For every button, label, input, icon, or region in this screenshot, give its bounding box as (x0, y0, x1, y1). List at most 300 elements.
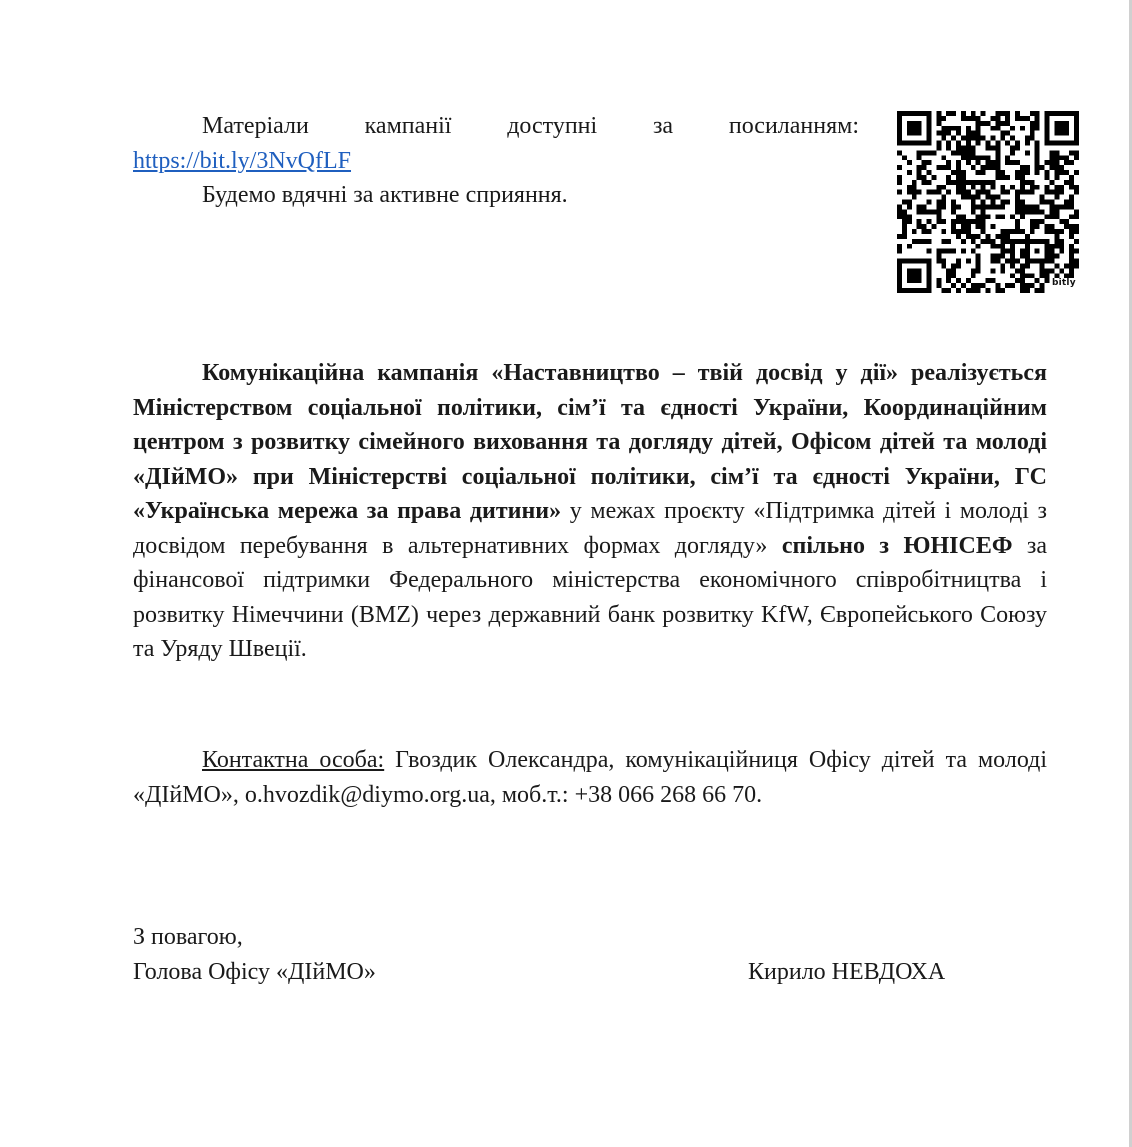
qr-module (897, 111, 902, 116)
qr-module (961, 229, 966, 234)
qr-module (897, 165, 902, 170)
qr-module (951, 283, 956, 288)
qr-module (986, 204, 991, 209)
qr-module (902, 229, 907, 234)
qr-module (1049, 141, 1054, 146)
qr-module (1054, 190, 1059, 195)
qr-module (986, 121, 991, 126)
qr-module (1035, 219, 1040, 224)
qr-module (1059, 239, 1064, 244)
qr-module (1045, 214, 1050, 219)
qr-module (995, 234, 1000, 239)
qr-module (1000, 234, 1005, 239)
qr-module (1054, 244, 1059, 249)
qr-module (951, 150, 956, 155)
qr-module (946, 111, 951, 116)
qr-module (1040, 268, 1045, 273)
qr-module (1030, 204, 1035, 209)
qr-module (1025, 288, 1030, 293)
qr-module (1049, 209, 1054, 214)
qr-module (1074, 131, 1079, 136)
qr-module (931, 224, 936, 229)
qr-module (912, 288, 917, 293)
qr-module (1054, 170, 1059, 175)
qr-module (946, 249, 951, 254)
qr-module (1069, 180, 1074, 185)
qr-module (956, 170, 961, 175)
qr-module (976, 121, 981, 126)
qr-module (961, 180, 966, 185)
qr-module (966, 229, 971, 234)
qr-module (971, 111, 976, 116)
qr-module (966, 116, 971, 121)
qr-module (1069, 195, 1074, 200)
qr-module (917, 278, 922, 283)
qr-module (1020, 278, 1025, 283)
qr-module (922, 160, 927, 165)
qr-module (971, 155, 976, 160)
qr-module (966, 180, 971, 185)
qr-module (1035, 150, 1040, 155)
qr-module (1045, 170, 1050, 175)
qr-module (1059, 204, 1064, 209)
qr-module (961, 185, 966, 190)
qr-module (897, 214, 902, 219)
qr-module (946, 141, 951, 146)
qr-module (1020, 273, 1025, 278)
qr-module (1015, 224, 1020, 229)
qr-module (927, 136, 932, 141)
qr-module (902, 155, 907, 160)
qr-module (897, 244, 902, 249)
qr-module (936, 190, 941, 195)
qr-module (971, 209, 976, 214)
qr-module (1074, 126, 1079, 131)
qr-module (976, 180, 981, 185)
qr-module (990, 180, 995, 185)
qr-module (927, 131, 932, 136)
qr-module (990, 200, 995, 205)
qr-module (917, 155, 922, 160)
qr-module (1040, 219, 1045, 224)
qr-module (990, 224, 995, 229)
qr-module (1054, 234, 1059, 239)
qr-module (981, 283, 986, 288)
qr-module (1035, 141, 1040, 146)
qr-module (1010, 229, 1015, 234)
qr-module (956, 141, 961, 146)
qr-module (907, 160, 912, 165)
qr-module (1040, 165, 1045, 170)
qr-module (956, 278, 961, 283)
qr-module (1015, 111, 1020, 116)
qr-module (981, 224, 986, 229)
qr-module (951, 200, 956, 205)
qr-module (1020, 165, 1025, 170)
qr-module (1074, 190, 1079, 195)
qr-module (897, 150, 902, 155)
qr-module (976, 234, 981, 239)
qr-module (936, 204, 941, 209)
qr-brand-label: bitly (1052, 278, 1076, 288)
qr-module (1049, 259, 1054, 264)
qr-module (1000, 254, 1005, 259)
qr-module (936, 165, 941, 170)
qr-module (917, 190, 922, 195)
qr-module (1030, 131, 1035, 136)
qr-module (1069, 160, 1074, 165)
qr-module (986, 155, 991, 160)
qr-module (1025, 209, 1030, 214)
qr-module (976, 219, 981, 224)
qr-module (956, 219, 961, 224)
qr-module (897, 288, 902, 293)
qr-module (966, 224, 971, 229)
qr-module (907, 141, 912, 146)
qr-module (1045, 200, 1050, 205)
qr-module (922, 259, 927, 264)
qr-module (922, 204, 927, 209)
qr-module (1010, 214, 1015, 219)
qr-module (1020, 229, 1025, 234)
qr-module (1054, 155, 1059, 160)
qr-module (981, 229, 986, 234)
regards-text: З повагою, (133, 924, 243, 950)
qr-module (1074, 136, 1079, 141)
qr-module (1054, 131, 1059, 136)
qr-module (922, 229, 927, 234)
qr-module (1040, 283, 1045, 288)
qr-module (1015, 219, 1020, 224)
qr-module (1074, 170, 1079, 175)
qr-module (1049, 244, 1054, 249)
qr-module (1020, 185, 1025, 190)
qr-module (1045, 136, 1050, 141)
qr-module (1035, 160, 1040, 165)
qr-module (990, 268, 995, 273)
qr-module (995, 259, 1000, 264)
qr-module (927, 160, 932, 165)
qr-module (986, 180, 991, 185)
qr-module (946, 126, 951, 131)
qr-module (956, 259, 961, 264)
qr-module (1064, 219, 1069, 224)
qr-module (1069, 254, 1074, 259)
qr-module (995, 283, 1000, 288)
qr-module (1010, 239, 1015, 244)
qr-module (1015, 200, 1020, 205)
qr-module (902, 234, 907, 239)
materials-line: Матеріали кампанії доступні за посиланням: (202, 113, 859, 139)
qr-module (1045, 141, 1050, 146)
qr-module (1005, 259, 1010, 264)
qr-module (927, 121, 932, 126)
qr-module (1045, 239, 1050, 244)
qr-module (951, 170, 956, 175)
qr-module (897, 116, 902, 121)
qr-module (1020, 204, 1025, 209)
qr-module (941, 185, 946, 190)
qr-module (902, 209, 907, 214)
qr-module (951, 209, 956, 214)
qr-module (927, 170, 932, 175)
qr-module (1045, 131, 1050, 136)
qr-module (1059, 111, 1064, 116)
qr-module (1045, 278, 1050, 283)
qr-module (986, 160, 991, 165)
qr-module (907, 204, 912, 209)
qr-module (961, 219, 966, 224)
qr-module (917, 170, 922, 175)
contact-paragraph (133, 743, 1047, 812)
qr-module (936, 111, 941, 116)
qr-module (907, 200, 912, 205)
qr-module (956, 175, 961, 180)
qr-module (1035, 278, 1040, 283)
qr-module (1010, 254, 1015, 259)
qr-module (927, 180, 932, 185)
qr-module (1000, 200, 1005, 205)
qr-module (971, 283, 976, 288)
qr-module (961, 155, 966, 160)
qr-module (1054, 204, 1059, 209)
qr-module (1025, 180, 1030, 185)
qr-module (1035, 170, 1040, 175)
qr-module (1030, 180, 1035, 185)
qr-module (907, 111, 912, 116)
qr-module (1049, 229, 1054, 234)
qr-module (1010, 263, 1015, 268)
qr-module (1049, 150, 1054, 155)
qr-module (1074, 263, 1079, 268)
qr-module (961, 195, 966, 200)
qr-module (951, 224, 956, 229)
qr-module (981, 111, 986, 116)
qr-module (897, 121, 902, 126)
qr-module (936, 185, 941, 190)
qr-module (897, 175, 902, 180)
qr-module (990, 116, 995, 121)
qr-module (1059, 185, 1064, 190)
qr-module (966, 190, 971, 195)
qr-module (951, 249, 956, 254)
qr-module (1059, 165, 1064, 170)
qr-module (1045, 175, 1050, 180)
qr-module (956, 263, 961, 268)
qr-module (1045, 249, 1050, 254)
qr-code-image (897, 111, 1079, 293)
qr-module (981, 239, 986, 244)
qr-module (1049, 165, 1054, 170)
qr-module (1045, 116, 1050, 121)
qr-module (990, 136, 995, 141)
qr-module (956, 145, 961, 150)
qr-module (976, 155, 981, 160)
qr-module (1020, 180, 1025, 185)
qr-module (956, 150, 961, 155)
qr-module (1035, 185, 1040, 190)
contact-label: Контактна особа: (202, 747, 385, 773)
qr-module (1074, 209, 1079, 214)
qr-module (922, 288, 927, 293)
qr-module (1054, 209, 1059, 214)
qr-module (902, 288, 907, 293)
qr-module (1059, 126, 1064, 131)
qr-module (907, 170, 912, 175)
qr-module (1045, 254, 1050, 259)
qr-module (922, 209, 927, 214)
qr-module (1074, 116, 1079, 121)
qr-module (1030, 126, 1035, 131)
qr-module (1069, 224, 1074, 229)
qr-module (1059, 141, 1064, 146)
qr-module (995, 214, 1000, 219)
qr-module (946, 175, 951, 180)
qr-module (971, 136, 976, 141)
qr-module (941, 126, 946, 131)
qr-module (1025, 283, 1030, 288)
qr-module (951, 180, 956, 185)
qr-module (897, 180, 902, 185)
qr-module (907, 185, 912, 190)
qr-module (976, 214, 981, 219)
qr-module (1069, 244, 1074, 249)
materials-link[interactable]: https://bit.ly/3NvQfLF (133, 147, 352, 174)
qr-module (1045, 229, 1050, 234)
qr-module (986, 288, 991, 293)
qr-module (897, 136, 902, 141)
qr-module (897, 259, 902, 264)
qr-module (1010, 244, 1015, 249)
qr-module (1020, 249, 1025, 254)
qr-module (922, 180, 927, 185)
qr-module (927, 209, 932, 214)
qr-module (917, 131, 922, 136)
qr-module (966, 155, 971, 160)
qr-module (1025, 259, 1030, 264)
qr-module (995, 141, 1000, 146)
qr-module (1040, 288, 1045, 293)
qr-module (1069, 204, 1074, 209)
qr-module (1035, 121, 1040, 126)
qr-module (931, 150, 936, 155)
materials-link-line (133, 144, 859, 179)
qr-module (1025, 204, 1030, 209)
qr-module (907, 278, 912, 283)
qr-module (976, 141, 981, 146)
qr-module (927, 239, 932, 244)
qr-module (966, 126, 971, 131)
qr-module (951, 204, 956, 209)
qr-module (1020, 288, 1025, 293)
campaign-bold-text-2: спільно з ЮНІСЕФ (781, 532, 1013, 559)
qr-module (956, 165, 961, 170)
qr-module (1054, 185, 1059, 190)
qr-module (897, 249, 902, 254)
qr-module (1020, 190, 1025, 195)
qr-module (902, 259, 907, 264)
qr-module (1005, 121, 1010, 126)
qr-module (1064, 263, 1069, 268)
qr-module (936, 259, 941, 264)
qr-module (976, 160, 981, 165)
qr-module (917, 259, 922, 264)
qr-module (941, 195, 946, 200)
qr-module (1035, 155, 1040, 160)
qr-module (971, 200, 976, 205)
qr-module (1010, 185, 1015, 190)
qr-module (976, 204, 981, 209)
qr-module (990, 204, 995, 209)
qr-module (1045, 244, 1050, 249)
qr-module (966, 145, 971, 150)
qr-module (1045, 268, 1050, 273)
qr-module (1030, 224, 1035, 229)
qr-module (995, 175, 1000, 180)
qr-module (961, 283, 966, 288)
qr-module (1010, 273, 1015, 278)
qr-module (1059, 190, 1064, 195)
qr-module (1015, 195, 1020, 200)
qr-module (1074, 249, 1079, 254)
qr-module (941, 239, 946, 244)
qr-module (966, 141, 971, 146)
qr-module (927, 288, 932, 293)
qr-module (1005, 116, 1010, 121)
qr-module (1010, 259, 1015, 264)
qr-module (1015, 141, 1020, 146)
qr-module (951, 111, 956, 116)
qr-module (936, 200, 941, 205)
qr-module (1059, 131, 1064, 136)
qr-module (1030, 283, 1035, 288)
qr-module (1049, 204, 1054, 209)
qr-module (976, 244, 981, 249)
qr-module (927, 200, 932, 205)
qr-module (1069, 268, 1074, 273)
qr-module (946, 131, 951, 136)
qr-module (936, 116, 941, 121)
qr-module (941, 165, 946, 170)
qr-module (1064, 170, 1069, 175)
campaign-normal-text-2: за фінансової підтримки Федерального міністерства економічного співробітництва і розвитку Німеччини (BMZ) через державний банк розвитку KfW, Європейського Союзу та Уряду Швеції. (133, 532, 1048, 662)
qr-module (961, 111, 966, 116)
qr-module (917, 288, 922, 293)
qr-module (1064, 141, 1069, 146)
qr-module (995, 165, 1000, 170)
qr-module (1010, 283, 1015, 288)
qr-module (1020, 239, 1025, 244)
qr-module (946, 190, 951, 195)
qr-module (981, 200, 986, 205)
qr-module (1020, 126, 1025, 131)
qr-module (1000, 185, 1005, 190)
qr-module (986, 214, 991, 219)
qr-module (971, 195, 976, 200)
qr-module (1069, 249, 1074, 254)
qr-module (1015, 204, 1020, 209)
qr-module (990, 259, 995, 264)
qr-module (912, 239, 917, 244)
qr-module (971, 180, 976, 185)
qr-module (907, 131, 912, 136)
qr-module (1074, 141, 1079, 146)
qr-module (1015, 278, 1020, 283)
qr-module (971, 131, 976, 136)
contact-block (133, 743, 1047, 812)
qr-module (936, 145, 941, 150)
qr-module (1059, 121, 1064, 126)
